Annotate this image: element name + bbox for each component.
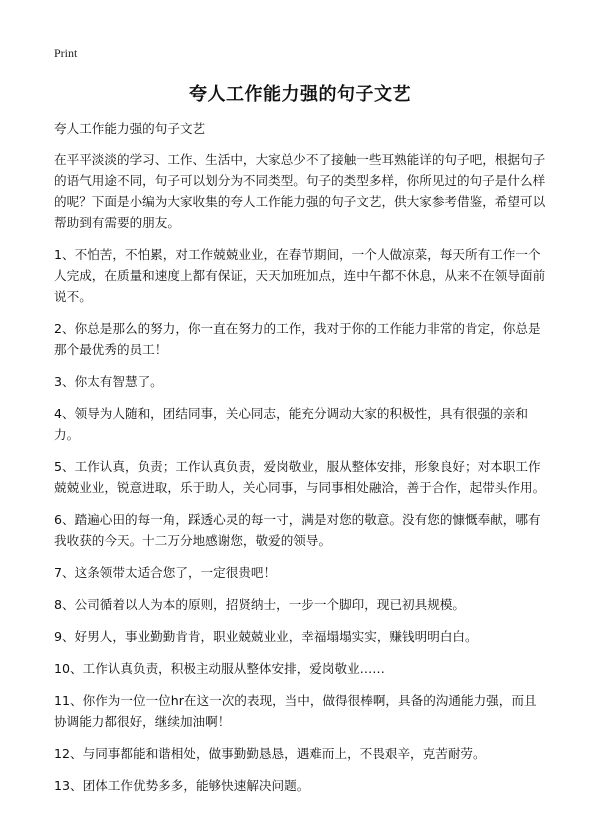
print-link[interactable]: Print (54, 46, 78, 60)
list-item: 2、你总是那么的努力，你一直在努力的工作，我对于你的工作能力非常的肯定，你总是那个最优秀的员工！ (54, 321, 541, 357)
list-item: 8、公司循着以人为本的原则，招贤纳士，一步一个脚印，现已初具规模。 (54, 597, 466, 612)
list-item: 9、好男人，事业勤勤肯肯，职业兢兢业业，幸福塌塌实实，赚钱明明白白。 (54, 629, 478, 644)
document-body (54, 118, 548, 807)
list-item: 7、这条领带太适合您了，一定很贵吧！ (54, 565, 277, 580)
list-item: 3、你太有智慧了。 (54, 374, 163, 389)
list-item: 6、踏遍心田的每一角，踩透心灵的每一寸，满是对您的敬意。没有您的慷慨奉献，哪有我收获的今天。十二万分地感谢您，敬爱的领导。 (54, 512, 541, 548)
document-subtitle: 夸人工作能力强的句子文艺 (54, 121, 206, 136)
list-item: 13、团体工作优势多多，能够快速解决问题。 (54, 778, 310, 793)
list-item: 12、与同事都能和谐相处，做事勤勤恳恳，遇难而上，不畏艰辛，克苦耐劳。 (54, 746, 486, 761)
list-item: 1、不怕苦，不怕累，对工作兢兢业业，在春节期间，一个人做凉菜，每天所有工作一个人完成，在质量和速度上都有保证，天天加班加点，连中午都不休息，从来不在领导面前说不。 (54, 247, 546, 304)
list-item: 11、你作为一位一位hr在这一次的表现，当中，做得很棒啊，具备的沟通能力强，而且协调能力都很好，继续加油啊！ (54, 693, 537, 729)
list-item: 4、领导为人随和，团结同事，关心同志，能充分调动大家的积极性，具有很强的亲和力。 (54, 406, 528, 442)
list-item: 5、工作认真，负责；工作认真负责，爱岗敬业，服从整体安排，形象良好；对本职工作兢兢业业，锐意进取，乐于助人，关心同事，与同事相处融洽，善于合作，起带头作用。 (54, 459, 546, 495)
intro-paragraph: 在平平淡淡的学习、工作、生活中，大家总少不了接触一些耳熟能详的句子吧，根据句子的语气用途不同，句子可以划分为不同类型。句子的类型多样，你所见过的句子是什么样的呢？下面是小编为大家收集的夸人工作能力强的句子文艺，供大家参考借鉴，希望可以帮助到有需要的朋友。 (54, 152, 546, 230)
document-title: 夸人工作能力强的句子文艺 (189, 84, 411, 105)
list-item: 10、工作认真负责，积极主动服从整体安排，爱岗敬业…… (54, 661, 385, 676)
